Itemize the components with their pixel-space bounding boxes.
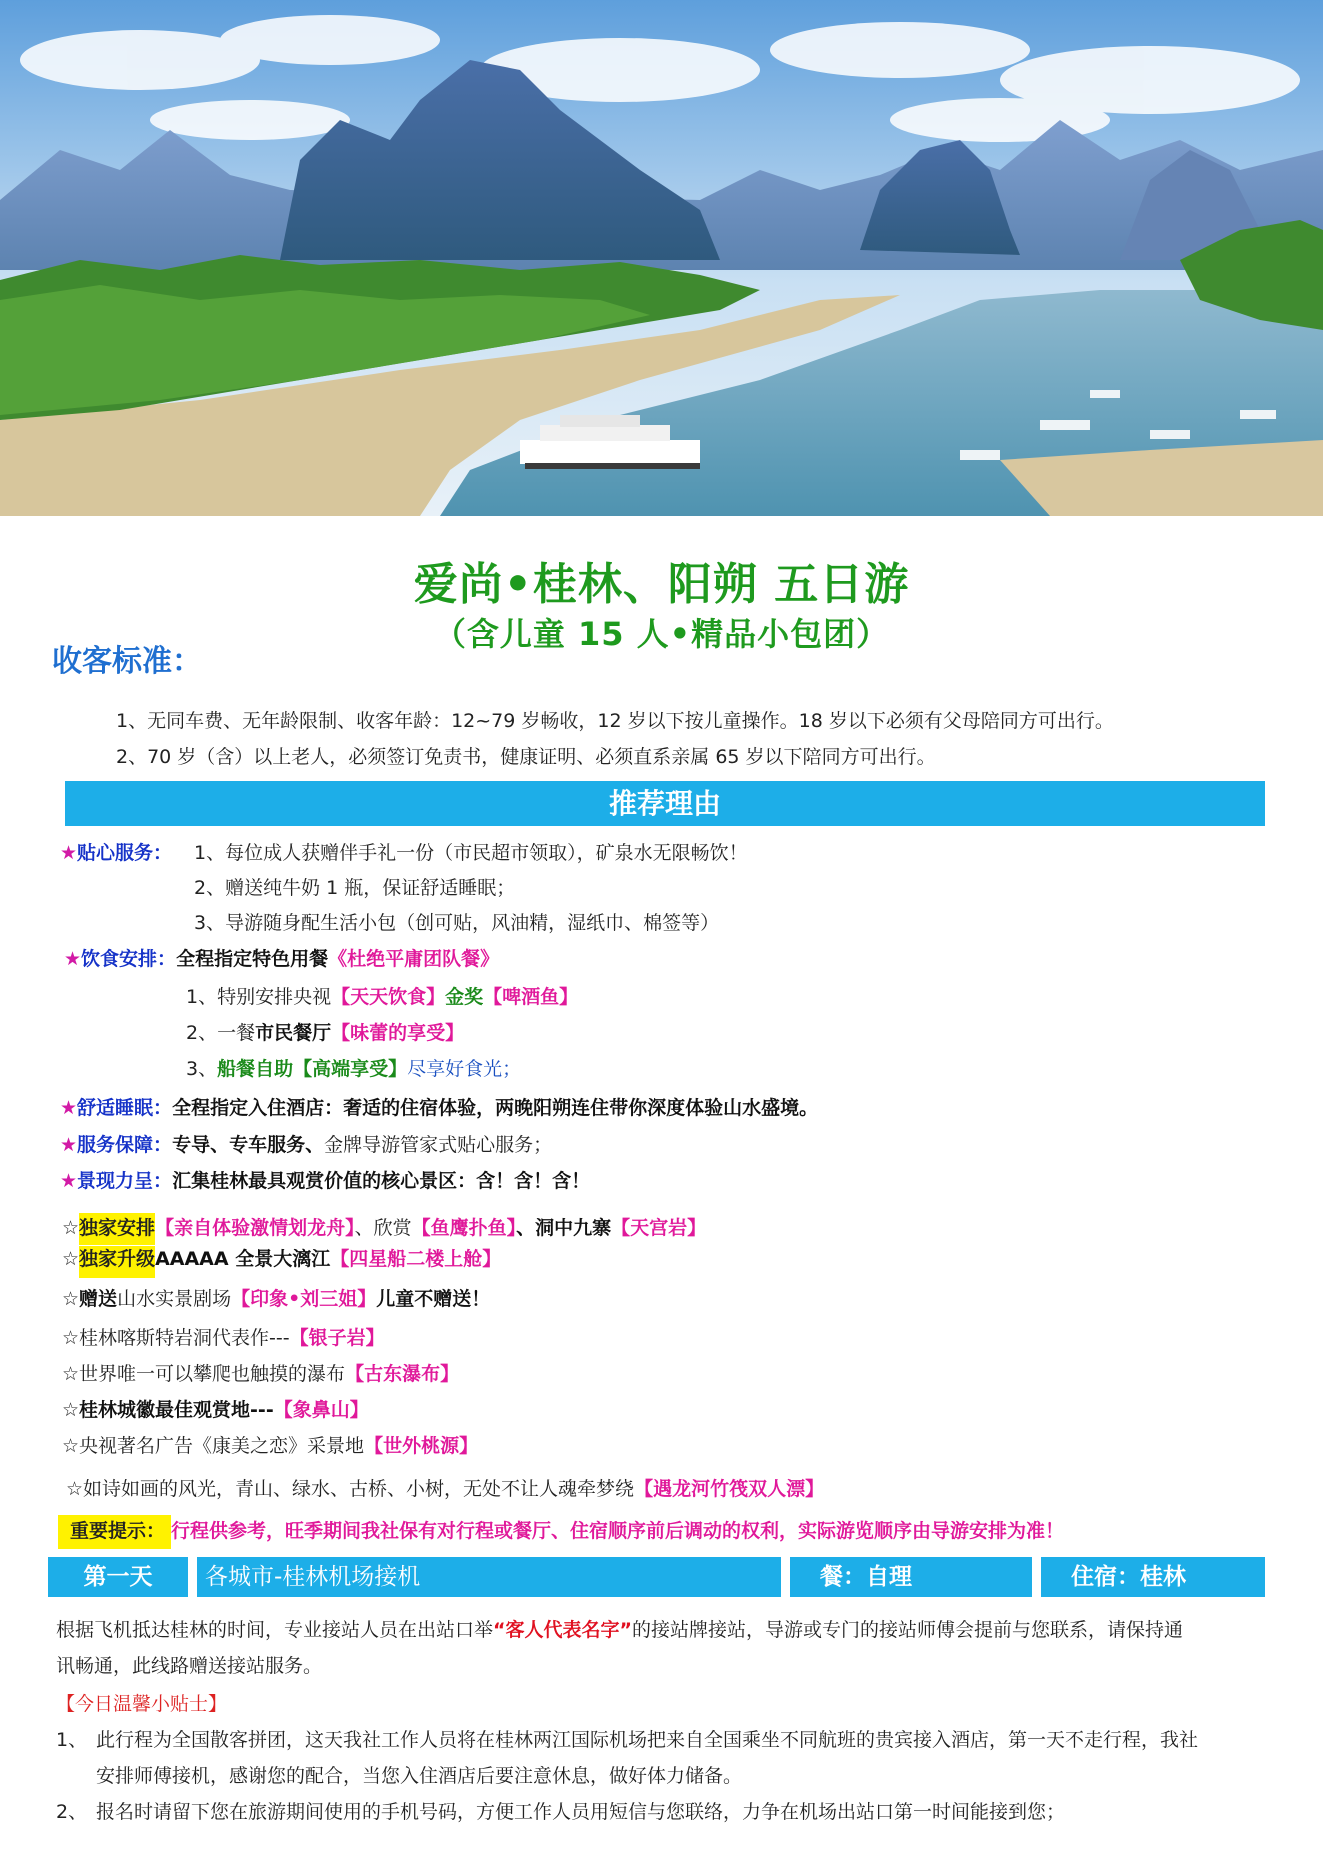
food-2-bold: 市民餐厅 (255, 1022, 332, 1044)
hollow-star-icon: ☆ (66, 1478, 84, 1500)
food-3-green: 船餐自助 (217, 1058, 294, 1080)
guarantee-bold: 专导、专车服务、 (172, 1134, 325, 1156)
karst-text: 桂林喀斯特岩洞代表作--- (79, 1327, 290, 1349)
gift-text: 山水实景剧场 (117, 1288, 232, 1310)
star-icon: ★ (60, 1134, 78, 1156)
karst-hl: 【银子岩】 (289, 1327, 385, 1349)
tip-1-line2: 安排师傅接机，感谢您的配合，当您入住酒店后要注意休息，做好体力储备。 (96, 1765, 743, 1787)
food-3-post: 尽享好食光； (407, 1058, 522, 1080)
service-label: 贴心服务： (77, 842, 173, 864)
day-stay: 住宿：桂林 (1041, 1557, 1265, 1597)
day1-para-pre: 根据飞机抵达桂林的时间，专业接站人员在出站口举 (56, 1619, 494, 1641)
food-item-3 (186, 1054, 521, 1081)
upgrade-hl: 【四星船二楼上舱】 (330, 1248, 502, 1270)
sleep-text: 全程指定入住酒店：奢适的住宿体验，两晚阳朔连住带你深度体验山水盛境。 (172, 1097, 819, 1119)
gift-hl: 【印象•刘三姐】 (231, 1288, 377, 1310)
star-icon: ★ (60, 1097, 78, 1119)
sleep-row (60, 1093, 818, 1120)
service-item-3: 3、导游随身配生活小包（创可贴，风油精，湿纸巾、棉签等） (194, 912, 720, 934)
ad-row (62, 1431, 478, 1458)
day1-description (56, 1612, 1266, 1684)
food-item-1 (186, 982, 578, 1009)
food-3-pre: 3、 (186, 1058, 218, 1080)
food-text: 全程指定特色用餐 (176, 948, 329, 970)
food-2-pre: 2、一餐 (186, 1022, 256, 1044)
food-1-hl1: 【天天饮食】 (331, 986, 446, 1008)
li-river-karst-illustration (0, 0, 1323, 516)
food-highlight: 《杜绝平庸团队餐》 (328, 948, 500, 970)
karst-row (62, 1323, 385, 1350)
service-item-1: 1、每位成人获赠伴手礼一份（市民超市领取），矿泉水无限畅饮！ (194, 842, 748, 864)
day-meal: 餐：自理 (790, 1557, 1032, 1597)
gift-bold: 赠送 (79, 1288, 118, 1310)
sleep-label: 舒适睡眠： (77, 1097, 173, 1119)
tip-2: 报名时请留下您在旅游期间使用的手机号码，方便工作人员用短信与您联络，力争在机场出站口第一时间能接到您； (96, 1801, 1066, 1823)
poem-text: 如诗如画的风光，青山、绿水、古桥、小树，无处不让人魂牵梦绕 (83, 1478, 635, 1500)
exclusive-hl3: 【天宫岩】 (611, 1217, 707, 1239)
food-row (64, 944, 499, 971)
exclusive-mid: 、欣赏 (354, 1217, 412, 1239)
scene-label: 景现力呈： (77, 1170, 173, 1192)
hollow-star-icon: ☆ (62, 1399, 80, 1421)
day-route: 各城市-桂林机场接机 (197, 1557, 781, 1597)
tip-1 (96, 1722, 1276, 1794)
hollow-star-icon: ☆ (62, 1363, 80, 1385)
food-1-hl2: 【啤酒鱼】 (483, 986, 579, 1008)
upgrade-text: AAAAA 全景大漓江 (155, 1248, 331, 1270)
poem-row (66, 1474, 824, 1501)
upgrade-row (62, 1244, 501, 1271)
guarantee-text: 金牌导游管家式贴心服务； (324, 1134, 553, 1156)
poem-hl: 【遇龙河竹筏双人漂】 (634, 1478, 825, 1500)
hollow-star-icon: ☆ (62, 1327, 80, 1349)
notice-text: 行程供参考，旺季期间我社保有对行程或餐厅、住宿顺序前后调动的权利，实际游览顺序由导游安排为准！ (171, 1520, 1065, 1542)
food-1-mid: 金奖 (445, 986, 484, 1008)
standard-item-1: 1、无同车费、无年龄限制、收客年龄：12~79 岁畅收，12 岁以下按儿童操作。18 岁以下必须有父母陪同方可出行。 (116, 710, 1114, 732)
guarantee-label: 服务保障： (77, 1134, 173, 1156)
tip-1-number: 1、 (56, 1729, 88, 1751)
scene-row (60, 1166, 590, 1193)
tip-1-line1: 此行程为全国散客拼团，这天我社工作人员将在桂林两江国际机场把来自全国乘坐不同航班的贵宾接入酒店，第一天不走行程，我社 (96, 1729, 1199, 1751)
waterfall-text: 世界唯一可以攀爬也触摸的瀑布 (79, 1363, 346, 1385)
tips-heading: 【今日温馨小贴士】 (56, 1693, 228, 1715)
emblem-text: 桂林城徽最佳观赏地--- (79, 1399, 274, 1421)
tour-subtitle: （含儿童 15 人•精品小包团） (433, 615, 890, 653)
waterfall-hl: 【古东瀑布】 (345, 1363, 460, 1385)
service-row (60, 838, 172, 865)
exclusive-hl1: 【亲自体验激情划龙舟】 (155, 1217, 355, 1239)
hero-landscape-image (0, 0, 1323, 516)
exclusive-label: 独家安排 (79, 1213, 155, 1245)
food-item-2 (186, 1018, 464, 1045)
exclusive-hl2: 【鱼鹰扑鱼】 (411, 1217, 517, 1239)
notice-label: 重要提示： (58, 1515, 171, 1549)
food-label: 饮食安排： (81, 948, 177, 970)
day-label: 第一天 (48, 1557, 188, 1597)
hollow-star-icon: ☆ (62, 1217, 80, 1239)
day1-para-line2: 讯畅通，此线路赠送接站服务。 (56, 1655, 323, 1677)
notice-row (58, 1516, 1064, 1543)
food-3-hl: 【高端享受】 (293, 1058, 408, 1080)
standards-heading: 收客标准： (52, 644, 202, 679)
ad-text: 央视著名广告《康美之恋》采景地 (79, 1435, 365, 1457)
scene-text: 汇集桂林最具观赏价值的核心景区：含！含！含！ (172, 1170, 591, 1192)
reasons-banner: 推荐理由 (65, 781, 1265, 826)
exclusive-row (62, 1213, 706, 1240)
standard-item-2: 2、70 岁（含）以上老人，必须签订免责书，健康证明、必须直系亲属 65 岁以下陪同方可出行。 (116, 746, 936, 768)
service-item-2: 2、赠送纯牛奶 1 瓶，保证舒适睡眠； (194, 877, 516, 899)
star-icon: ★ (60, 1170, 78, 1192)
day1-para-red: “客人代表名字” (493, 1619, 632, 1641)
ad-hl: 【世外桃源】 (364, 1435, 479, 1457)
waterfall-row (62, 1359, 459, 1386)
tour-title: 爱尚•桂林、阳朔 五日游 (413, 559, 910, 610)
food-1-pre: 1、特别安排央视 (186, 986, 332, 1008)
guarantee-row (60, 1130, 552, 1157)
gift-post: 儿童不赠送！ (376, 1288, 491, 1310)
hollow-star-icon: ☆ (62, 1288, 80, 1310)
gift-row (62, 1284, 490, 1311)
emblem-hl: 【象鼻山】 (273, 1399, 369, 1421)
star-icon: ★ (64, 948, 82, 970)
tip-2-number: 2、 (56, 1801, 88, 1823)
star-icon: ★ (60, 842, 78, 864)
upgrade-label: 独家升级 (79, 1246, 155, 1278)
hollow-star-icon: ☆ (62, 1248, 80, 1270)
hollow-star-icon: ☆ (62, 1435, 80, 1457)
exclusive-mid2: 、洞中九寨 (516, 1217, 612, 1239)
day1-para-post: 的接站牌接站，导游或专门的接站师傅会提前与您联系，请保持通 (632, 1619, 1184, 1641)
food-2-hl: 【味蕾的享受】 (331, 1022, 465, 1044)
emblem-row (62, 1395, 369, 1422)
